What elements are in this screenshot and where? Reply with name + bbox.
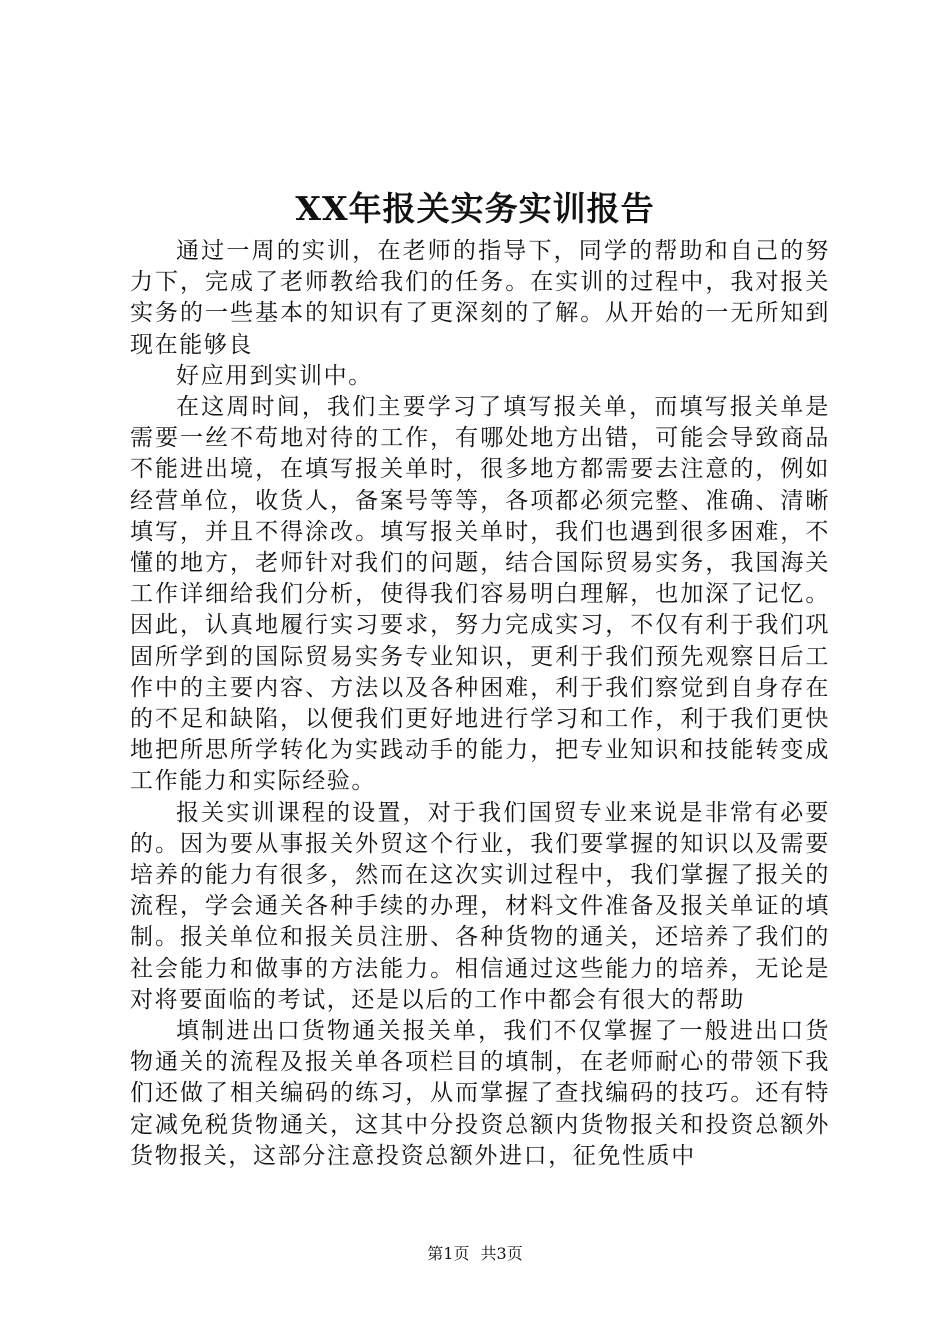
paragraph-intro: 通过一周的实训，在老师的指导下，同学的帮助和自己的努力下，完成了老师教给我们的任务。在实训的过程中，我对报关实务的一些基本的知识有了更深刻的了解。从开始的一无所知到现在能够良 [130, 238, 830, 358]
page-number: 第1页 [427, 1244, 470, 1263]
page-footer [0, 1242, 950, 1266]
page-title: XX年报关实务实训报告 [295, 189, 655, 228]
paragraph-course-importance: 报关实训课程的设置，对于我们国贸专业来说是非常有必要的。因为要从事报关外贸这个行业，我们要掌握的知识以及需要培养的能力有很多，然而在这次实训过程中，我们掌握了报关的流程，学会通关各种手续的办理，材料文件准备及报关单证的填制。报关单位和报关员注册、各种货物的通关，还培养了我们的社会能力和做事的方法能力。相信通过这些能力的培养，无论是对将要面临的考试，还是以后的工作中都会有很大的帮助 [130, 799, 830, 1013]
page-total: 共3页 [480, 1244, 523, 1263]
paragraph-import-export-clearance: 填制进出口货物通关报关单，我们不仅掌握了一般进出口货物通关的流程及报关单各项栏目的填制，在老师耐心的带领下我们还做了相关编码的练习，从而掌握了查找编码的技巧。还有特定减免税货物通关，这其中分投资总额内货物报关和投资总额外货物报关，这部分注意投资总额外进口，征免性质中 [130, 1018, 830, 1169]
report-body [130, 236, 830, 1172]
paragraph-intro-continued: 好应用到实训中。 [176, 362, 373, 389]
paragraph-customs-declaration: 在这周时间，我们主要学习了填写报关单，而填写报关单是需要一丝不苟地对待的工作，有哪处地方出错，可能会导致商品不能进出境，在填写报关单时，很多地方都需要去注意的，例如经营单位，收货人，备案号等等，各项都必须完整、准确、清晰填写，并且不得涂改。填写报关单时，我们也遇到很多困难，不懂的地方，老师针对我们的问题，结合国际贸易实务，我国海关工作详细给我们分析，使得我们容易明白理解，也加深了记忆。因此，认真地履行实习要求，努力完成实习，不仅有利于我们巩固所学到的国际贸易实务专业知识，更利于我们预先观察日后工作中的主要内容、方法以及各种困难，利于我们察觉到自身存在的不足和缺陷，以便我们更好地进行学习和工作，利于我们更快地把所思所学转化为实践动手的能力，把专业知识和技能转变成工作能力和实际经验。 [130, 394, 830, 795]
